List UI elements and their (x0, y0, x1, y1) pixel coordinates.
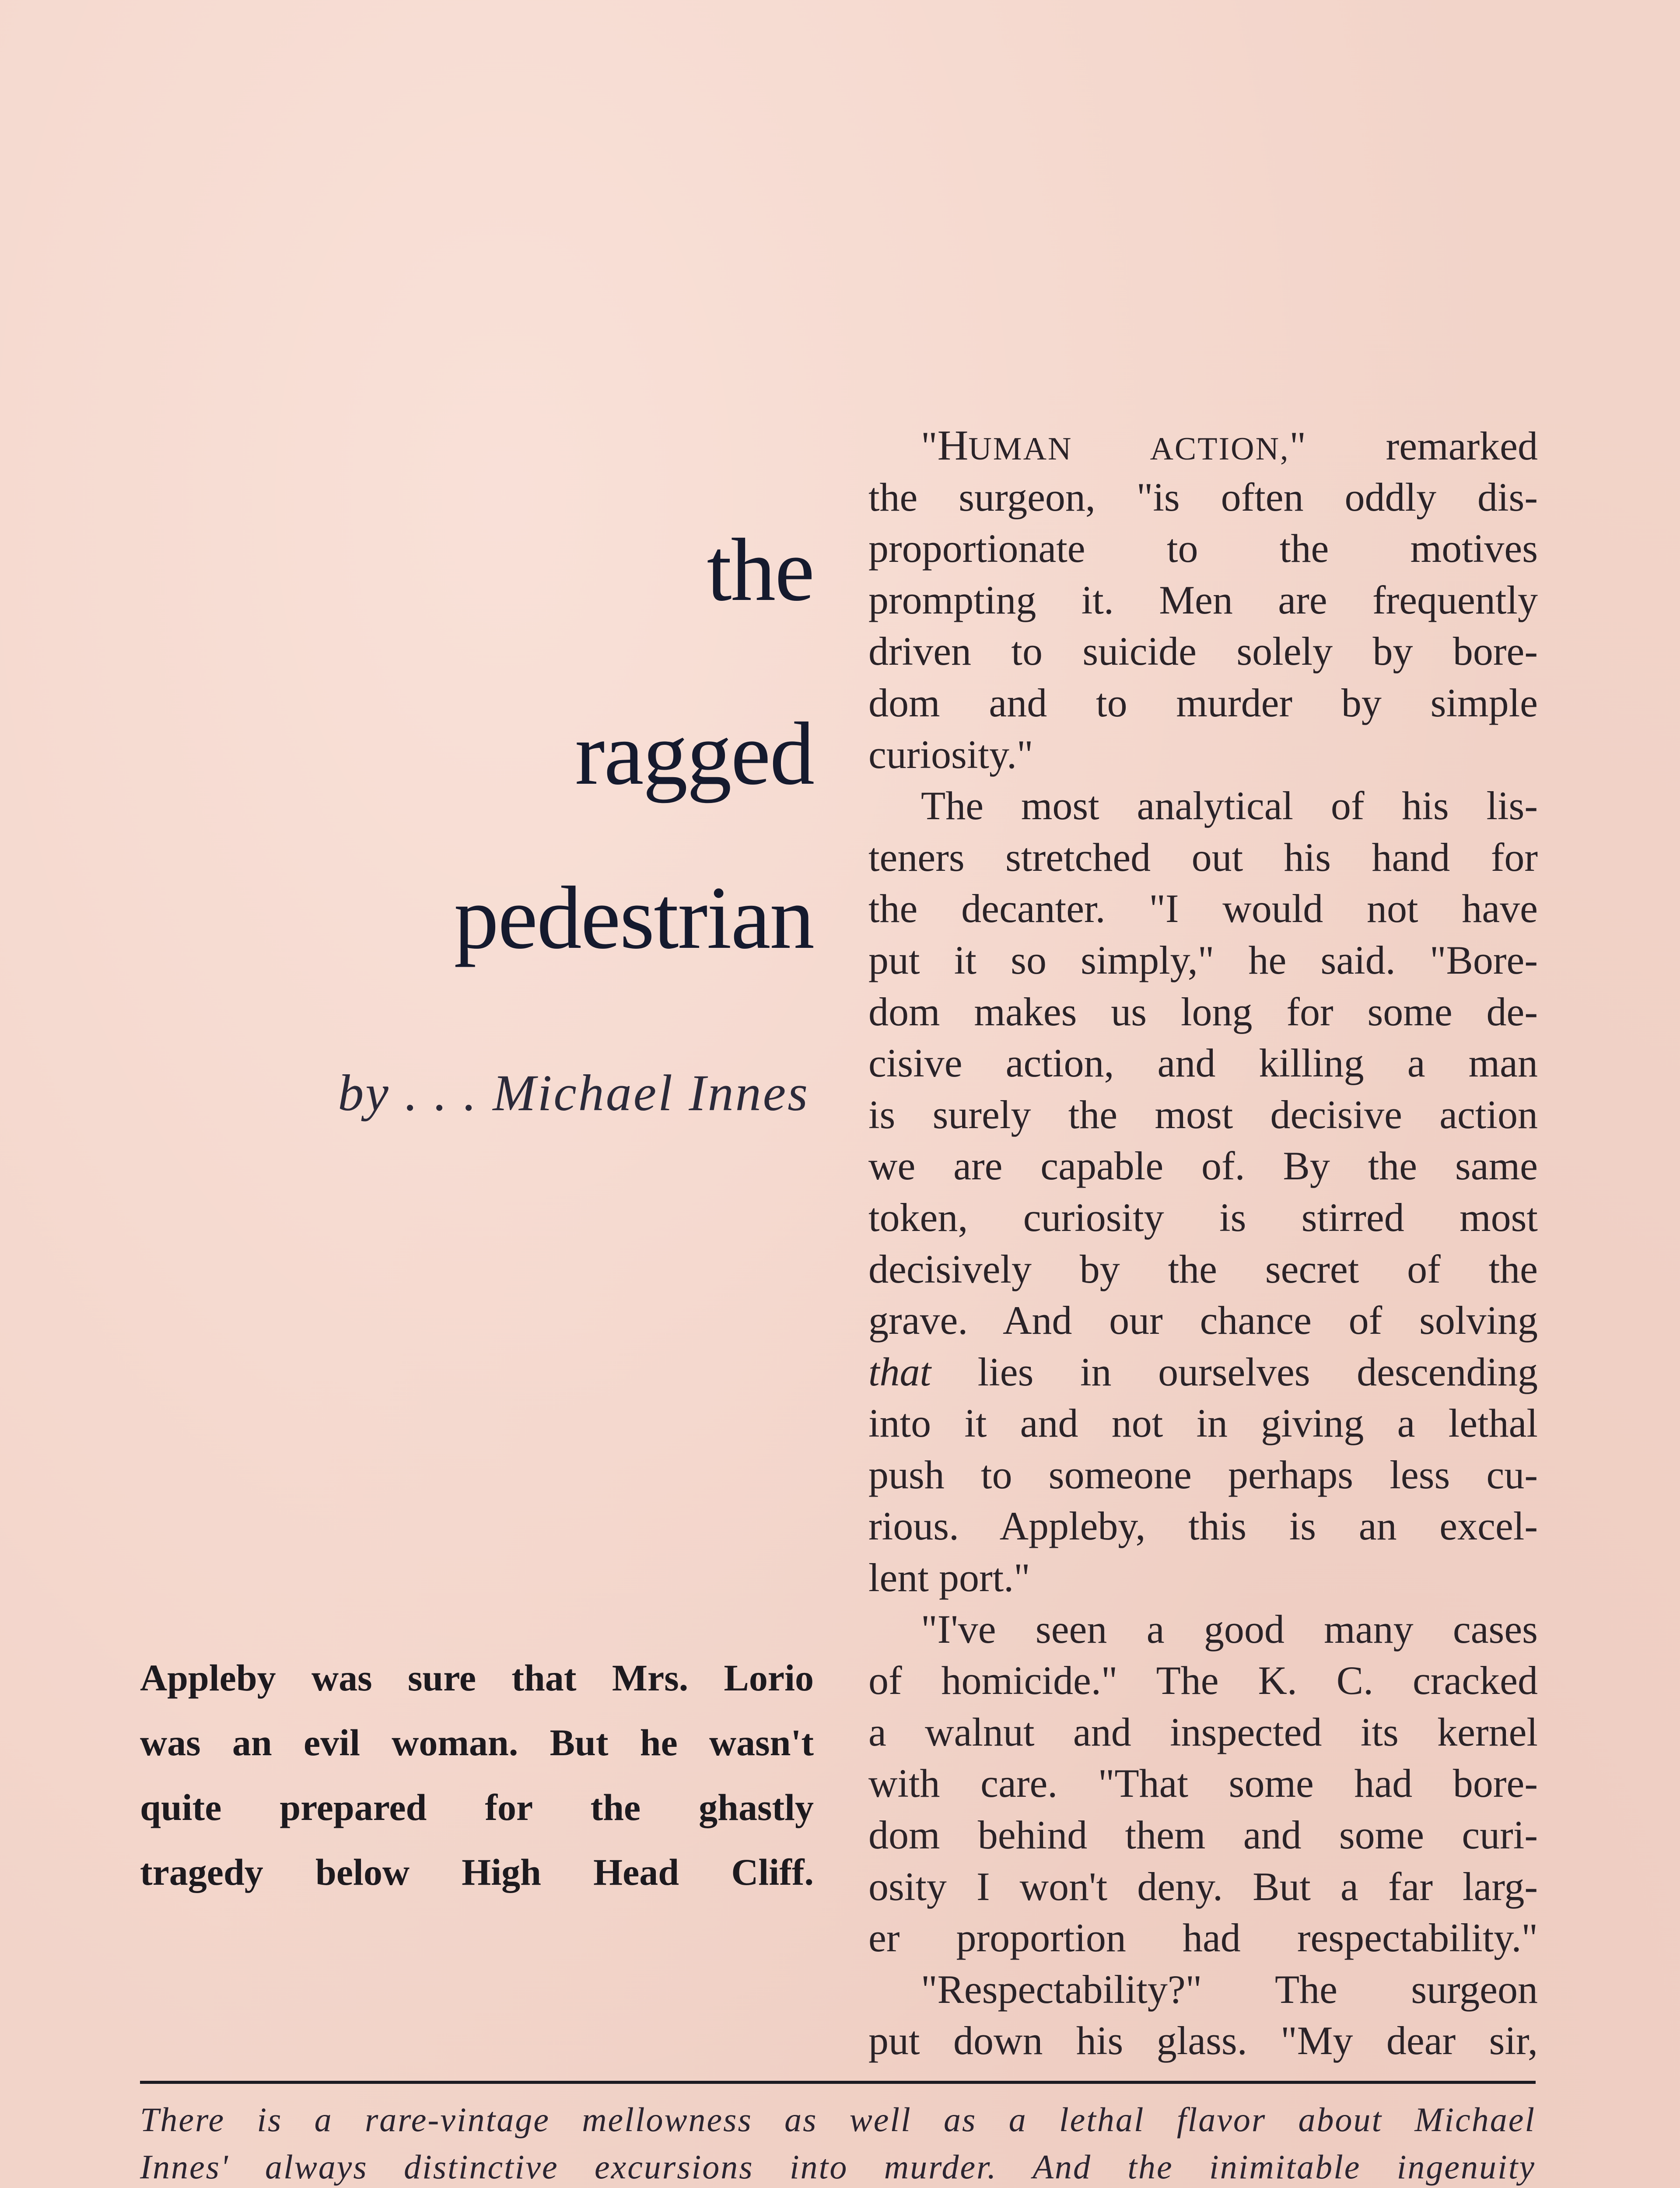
teaser-line: Appleby was sure that Mrs. Lorio (140, 1657, 814, 1699)
story-line: push to someone perhaps less cu- (868, 1452, 1538, 1497)
story-line: with care. "That some had bore- (868, 1761, 1538, 1806)
story-line: teners stretched out his hand for (868, 835, 1538, 880)
title-line-3: pedestrian (454, 868, 814, 968)
story-body (868, 420, 1538, 2067)
teaser-line: was an evil woman. But he wasn't (140, 1722, 814, 1764)
teaser-blurb (140, 1645, 814, 1904)
story-line: token, curiosity is stirred most (868, 1195, 1538, 1240)
story-line: the surgeon, "is often oddly dis- (868, 474, 1538, 519)
story-line: of homicide." The K. C. cracked (868, 1658, 1538, 1703)
story-line: The most analytical of his lis- (921, 783, 1538, 828)
teaser-line: tragedy below High Head Cliff. (140, 1851, 814, 1893)
story-line: we are capable of. By the same (868, 1143, 1538, 1189)
story-line: put down his glass. "My dear sir, (868, 2018, 1538, 2063)
story-line: a walnut and inspected its kernel (868, 1709, 1538, 1754)
opening-quote: " (921, 424, 938, 468)
story-line: lent port." (868, 1555, 1030, 1600)
story-line: into it and not in giving a lethal (868, 1401, 1538, 1446)
story-line: osity I won't deny. But a far larg- (868, 1864, 1538, 1909)
story-line: is surely the most decisive action (868, 1092, 1538, 1137)
title-line-2: ragged (575, 704, 814, 803)
opening-smallcaps: UMAN ACTION, (968, 431, 1290, 467)
italic-word: that (868, 1349, 931, 1394)
story-line: grave. And our chance of solving (868, 1298, 1538, 1343)
story-line: cisive action, and killing a man (868, 1041, 1538, 1086)
footer-rule-top (140, 2081, 1536, 2084)
story-line-rest: lies in ourselves descending (931, 1349, 1538, 1394)
story-line: decisively by the secret of the (868, 1246, 1538, 1291)
story-line: the decanter. "I would not have (868, 886, 1538, 931)
story-line: dom and to murder by simple (868, 680, 1538, 725)
opening-line (868, 420, 1538, 472)
teaser-line: quite prepared for the ghastly (140, 1786, 814, 1828)
editor-note-line: Innes' always distinctive excursions into murder. And the inimitable ingenuity (140, 2148, 1536, 2186)
story-line: prompting it. Men are frequently (868, 577, 1538, 622)
story-title (140, 520, 814, 968)
story-line (868, 1346, 1538, 1398)
story-line: driven to suicide solely by bore- (868, 629, 1538, 674)
story-line: rious. Appleby, this is an excel- (868, 1504, 1538, 1549)
drop-cap: H (937, 422, 969, 469)
editor-note-line: There is a rare-vintage mellowness as well as a lethal flavor about Michael (140, 2100, 1536, 2139)
story-line: "Respectability?" The surgeon (921, 1967, 1538, 2012)
title-line-1: the (707, 520, 814, 620)
author-byline: by . . . Michael Innes (338, 1064, 809, 1122)
story-line: "I've seen a good many cases (921, 1606, 1538, 1652)
story-line: curiosity." (868, 732, 1033, 777)
story-line: proportionate to the motives (868, 526, 1538, 571)
editor-note (140, 2096, 1536, 2188)
opening-rest: " remarked (1289, 424, 1538, 468)
story-line: dom makes us long for some de- (868, 989, 1538, 1034)
story-line: put it so simply," he said. "Bore- (868, 937, 1538, 982)
story-line: dom behind them and some curi- (868, 1813, 1538, 1858)
story-line: er proportion had respectability." (868, 1915, 1538, 1960)
